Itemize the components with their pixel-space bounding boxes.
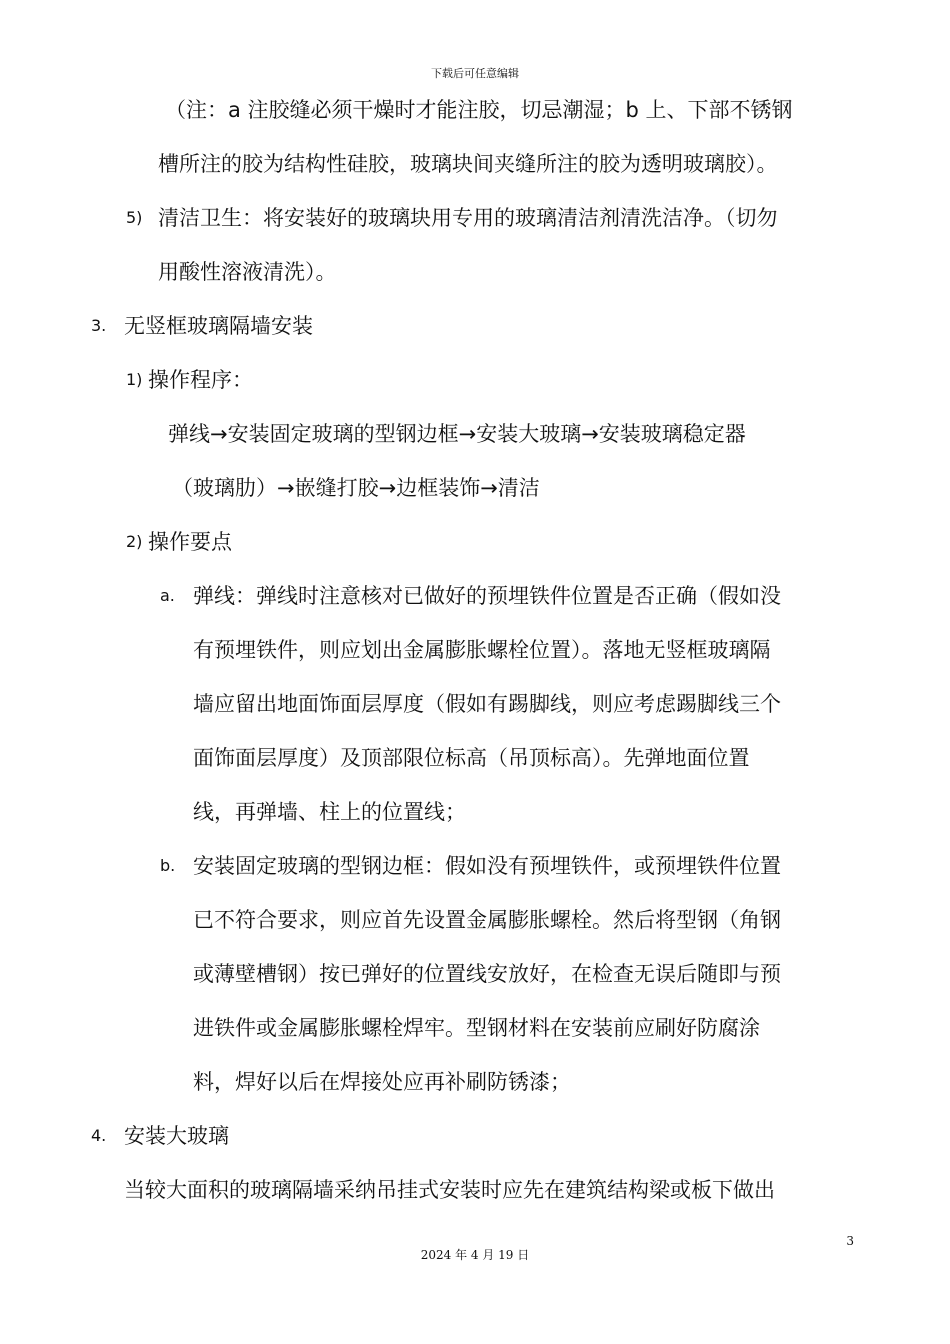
- line-text: 已不符合要求，则应首先设置金属膨胀螺栓。然后将型钢（角钢: [193, 908, 781, 932]
- list-marker: 3.: [91, 316, 107, 335]
- text-line: [0, 947, 950, 1001]
- text-line: [0, 623, 950, 677]
- list-item: [0, 839, 950, 893]
- text-line: [0, 137, 950, 191]
- list-marker: 5): [126, 208, 143, 227]
- list-marker: a.: [160, 586, 175, 605]
- text-line: [0, 1001, 950, 1055]
- text-line: [0, 245, 950, 299]
- text-line: [0, 1055, 950, 1109]
- line-text: 线，再弹墙、柱上的位置线；: [193, 800, 466, 824]
- line-text: 槽所注的胶为结构性硅胶，玻璃块间夹缝所注的胶为透明玻璃胶）。: [158, 152, 778, 176]
- line-text: 用酸性溶液清洗）。: [158, 260, 337, 284]
- text-line: [0, 83, 950, 137]
- text-line: [0, 677, 950, 731]
- document-body: [0, 83, 950, 1217]
- line-text: 弹线：弹线时注意核对已做好的预埋铁件位置是否正确（假如没: [193, 584, 781, 608]
- line-text: （注：a 注胶缝必须干燥时才能注胶，切忌潮湿；b 上、下部不锈钢: [165, 98, 793, 122]
- list-item: [0, 353, 950, 407]
- line-text: 无竖框玻璃隔墙安装: [124, 314, 313, 338]
- line-text: 料，焊好以后在焊接处应再补刷防锈漆；: [193, 1070, 571, 1094]
- section-heading: [0, 1109, 950, 1163]
- line-text: 安装固定玻璃的型钢边框：假如没有预埋铁件，或预埋铁件位置: [193, 854, 781, 878]
- text-line: [0, 461, 950, 515]
- section-heading: [0, 299, 950, 353]
- list-item: [0, 191, 950, 245]
- list-marker: b.: [160, 856, 176, 875]
- list-marker: 2): [126, 532, 143, 551]
- line-text: 墙应留出地面饰面层厚度（假如有踢脚线，则应考虑踢脚线三个: [193, 692, 781, 716]
- list-marker: 1): [126, 370, 143, 389]
- list-item: [0, 515, 950, 569]
- page-header: 下载后可任意编辑: [431, 67, 519, 80]
- line-text: 安装大玻璃: [124, 1124, 229, 1148]
- text-line: [0, 407, 950, 461]
- line-text: 操作要点: [148, 530, 232, 554]
- page-number: 3: [846, 1234, 854, 1248]
- line-text: 弹线→安装固定玻璃的型钢边框→安装大玻璃→安装玻璃稳定器: [168, 422, 746, 446]
- list-marker: 4.: [91, 1126, 107, 1145]
- text-line: [0, 1163, 950, 1217]
- line-text: 进铁件或金属膨胀螺栓焊牢。型钢材料在安装前应刷好防腐涂: [193, 1016, 760, 1040]
- text-line: [0, 785, 950, 839]
- line-text: 操作程序：: [148, 368, 253, 392]
- footer-date: 2024 年 4 月 19 日: [420, 1248, 530, 1262]
- line-text: （玻璃肋）→嵌缝打胶→边框装饰→清洁: [172, 476, 540, 500]
- list-item: [0, 569, 950, 623]
- line-text: 或薄壁槽钢）按已弹好的位置线安放好，在检查无误后随即与预: [193, 962, 781, 986]
- line-text: 当较大面积的玻璃隔墙采纳吊挂式安装时应先在建筑结构梁或板下做出: [124, 1178, 775, 1202]
- text-line: [0, 893, 950, 947]
- line-text: 面饰面层厚度）及顶部限位标高（吊顶标高）。先弹地面位置: [193, 746, 750, 770]
- line-text: 清洁卫生：将安装好的玻璃块用专用的玻璃清洁剂清洗洁净。（切勿: [158, 206, 778, 230]
- text-line: [0, 731, 950, 785]
- line-text: 有预埋铁件，则应划出金属膨胀螺栓位置）。落地无竖框玻璃隔: [193, 638, 771, 662]
